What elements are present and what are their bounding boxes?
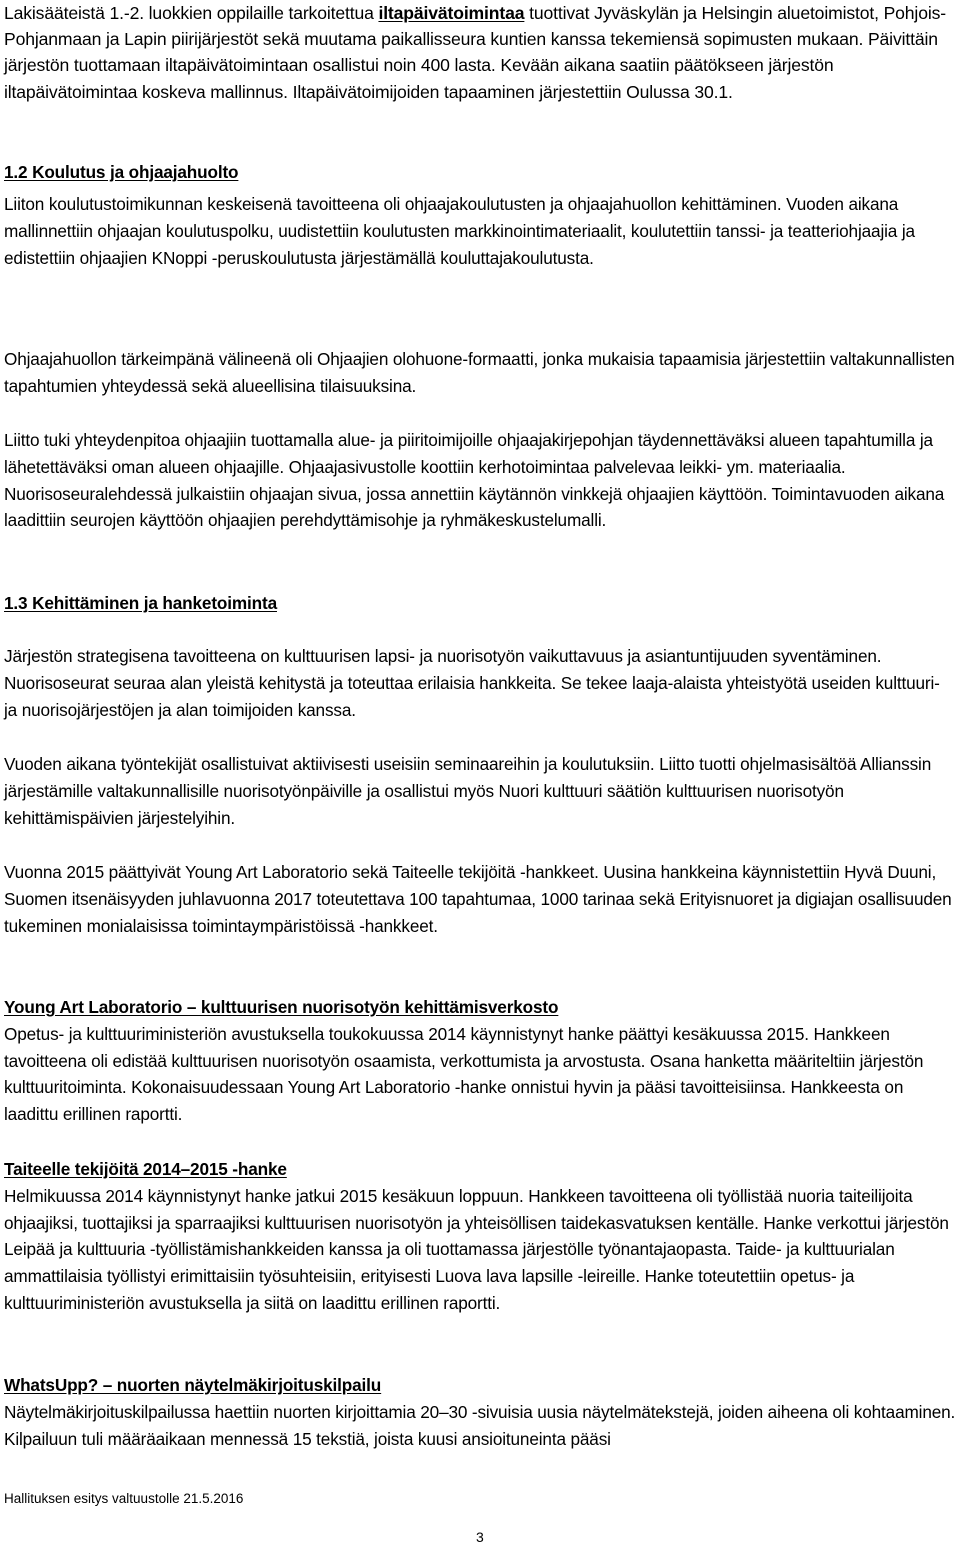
section-taiteelle-tekijoita — [4, 1156, 956, 1317]
page-footer: Hallituksen esitys valtuustolle 21.5.2016 — [4, 1491, 244, 1506]
section-young-art-laboratorio — [4, 994, 956, 1128]
paragraph-kehitys-3 — [4, 859, 956, 939]
p-intro-text: Iltapäivätoimijoiden tapaaminen järjestettiin Oulussa 30.1. — [292, 81, 733, 102]
paragraph-kehitys-1 — [4, 643, 956, 723]
p-koulutus-2-text: Ohjaajahuollon tärkeimpänä välineenä oli Ohjaajien olohuone-formaatti, jonka mukaisia tapaamisia järjestettiin valtakunnallisten tapahtumien yhteydessä sekä alueellisina tilaisuuksina. — [4, 349, 955, 396]
p-taiteelle-text: Helmikuussa 2014 käynnistynyt hanke jatkui 2015 kesäkuun loppuun. Hankkeen tavoitteena oli työllistää nuoria taiteilijoita ohjaajiksi, tuottajiksi ja sparraajiksi kulttuurisen nuorisotyön ja yhteisöllisen taidekasvatuksen kentälle. Hanke verkottui järjestön Leipää ja kulttuuria -työllistämishankkeiden kanssa ja oli tuottamassa järjestölle työnantajaopasta. Taide- ja kulttuurialan ammattilaisia työllistyi erimittaisiin työsuhteisiin, erityisesti Luova lava lapsille -leireille. Hanke toteutettiin opetus- ja kulttuuriministeriön avustuksella ja siitä on laadittu erillinen raportti. — [4, 1185, 949, 1313]
p-yal-text: Opetus- ja kulttuuriministeriön avustuksella toukokuussa 2014 käynnistynyt hanke päättyi kesäkuussa 2015. Hankkeen tavoitteena oli edistää kulttuurisen nuorisotyön osaamista, verkottumista ja arvostusta. Osana hanketta määriteltiin järjestön kulttuuritoiminta. Kokonaisuudessaan Young Art Laboratorio -hanke onnistui hyvin ja pääsi tavoitteisiinsa. Hankkeesta on laadittu erillinen raportti. — [4, 1023, 924, 1125]
p-whatsupp-text: Näytelmäkirjoituskilpailussa haettiin nuorten kirjoittamia 20–30 -sivuisia uusia näytelmätekstejä, joiden aiheena oli kohtaaminen. Kilpailuun tuli määräaikaan mennessä 15 tekstiä, joista kuusi ansioituneinta pääsi — [4, 1401, 956, 1449]
p-intro-text: tuottivat Jyväskylän ja Helsingin aluetoimistot, Pohjois-Pohjanmaan ja Lapin piirijärjestöt sekä muutama paikallisseura kuntien kanssa tekemiensä sopimusten mukaan. Päivittäin järjestön tuottamaan iltapäivätoimintaan osallistui noin 400 lasta. Kevään aikana saatiin päätökseen järjestön iltapäivätoimintaa koskeva mallinnus. — [4, 3, 946, 102]
p-intro-text: iltapäivätoimintaa — [378, 3, 525, 23]
p-taiteelle-text: Taiteelle tekijöitä 2014–2015 -hanke — [4, 1159, 287, 1179]
p-kehitys-1-text: Järjestön strategisena tavoitteena on kulttuurisen lapsi- ja nuorisotyön vaikuttavuus ja asiantuntijuuden syventäminen. Nuorisoseurat seuraa alan yleistä kehitystä ja toteuttaa erilaisia hankkeita. Se tekee laaja-alaista yhteistyötä useiden kulttuuri- ja nuorisojärjestöjen ja alan toimijoiden kanssa. — [4, 646, 940, 720]
paragraph-koulutus-3 — [4, 427, 956, 534]
paragraph-koulutus-2 — [4, 346, 956, 400]
p-koulutus-1-text: Liiton koulutustoimikunnan keskeisenä tavoitteena oli ohjaajakoulutusten ja ohjaajahuollon kehittäminen. Vuoden aikana mallinnettiin ohjaajan koulutuspolku, uudistettiin koulutusten markkinointimateriaalit, koulutettiin tanssi- ja teatteriohjaajia ja edistettiin ohjaajien KNoppi -peruskoulutusta järjestämällä kouluttajakoulutusta. — [4, 194, 915, 268]
heading-koulutus — [4, 159, 956, 186]
paragraph-kehitys-2 — [4, 751, 956, 831]
p-yal-text: Young Art Laboratorio – kulttuurisen nuorisotyön kehittämisverkosto — [4, 997, 559, 1017]
p-koulutus-3-text: Liitto tuki yhteydenpitoa ohjaajiin tuottamalla alue- ja piiritoimijoille ohjaajakirjepohjan täydennettäväksi alueen tapahtumilla ja lähetettäväksi oman alueen ohjaajille. Ohjaajasivustolle koottiin kerhotoimintaa palvelevaa leikki- ym. materiaalia. Nuorisoseuralehdessä julkaistiin ohjaajan sivua, jossa annettiin käytännön vinkkejä ohjaajien käyttöön. Toimintavuoden aikana laadittiin seurojen käyttöön ohjaajien perehdyttämisohje ja ryhmäkeskustelumalli. — [4, 430, 945, 531]
p-intro-text: Lakisääteistä 1.-2. luokkien oppilaille tarkoitettua — [4, 3, 379, 23]
section-whatsupp — [4, 1372, 956, 1452]
paragraph-intro — [4, 0, 956, 105]
paragraph-koulutus-1 — [4, 191, 956, 271]
p-whatsupp-text: WhatsUpp? – nuorten näytelmäkirjoituskilpailu — [4, 1375, 382, 1395]
heading-kehittaminen — [4, 590, 956, 617]
h-kehittaminen-text: 1.3 Kehittäminen ja hanketoiminta — [4, 593, 277, 613]
p-kehitys-3-text: Vuonna 2015 päättyivät Young Art Laboratorio sekä Taiteelle tekijöitä -hankkeet. Uusina hankkeina käynnistettiin Hyvä Duuni, Suomen itsenäisyyden juhlavuonna 2017 toteutettava 100 tapahtumaa, 1000 tarinaa sekä Erityisnuoret ja digiajan osallisuuden tukeminen monialaisissa toimintaympäristöissä -hankkeet. — [4, 862, 952, 936]
p-kehitys-2-text: Vuoden aikana työntekijät osallistuivat aktiivisesti useisiin seminaareihin ja koulutuksiin. Liitto tuotti ohjelmasisältöä Allianssin järjestämille valtakunnallisille nuorisotyönpäiville ja osallistui myös Nuori kulttuuri säätiön kulttuurisen nuorisotyön kehittämispäivien järjestelyihin. — [4, 754, 932, 828]
h-koulutus-text: 1.2 Koulutus ja ohjaajahuolto — [4, 162, 239, 182]
page-number: 3 — [476, 1529, 484, 1545]
